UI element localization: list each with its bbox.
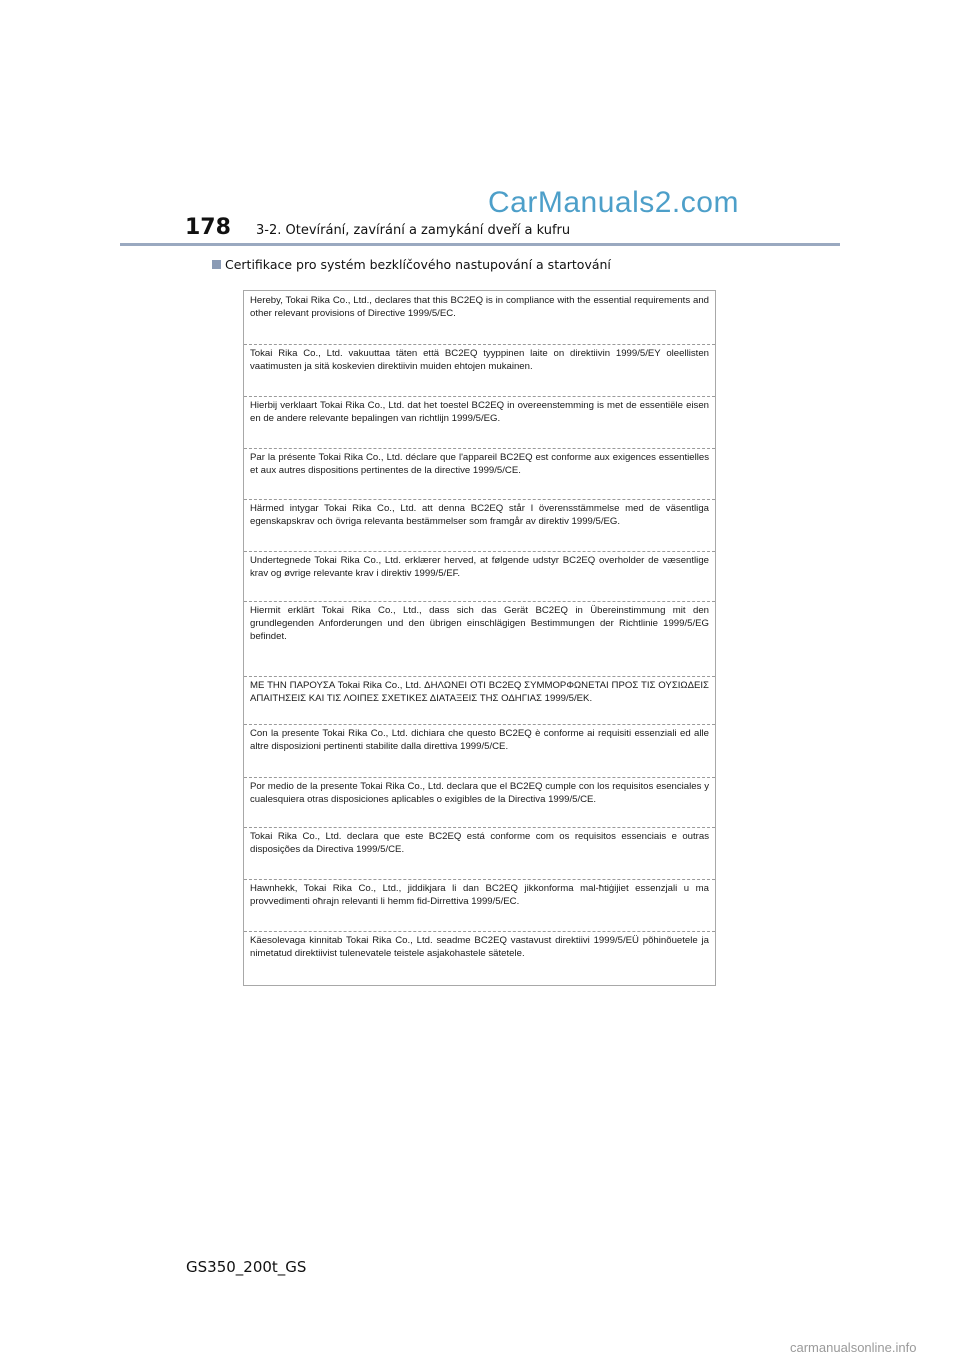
- watermark-top: CarManuals2.com: [488, 186, 739, 219]
- cert-text-it: Con la presente Tokai Rika Co., Ltd. dichiara che questo BC2EQ è conforme ai requisiti essenziali ed alle altre disposizioni pertinenti stabilite dalla direttiva 1999/5/CE.: [250, 728, 709, 752]
- table-row: [244, 827, 715, 880]
- cert-text-fr: Par la présente Tokai Rika Co., Ltd. déclare que l'appareil BC2EQ est conforme aux exigences essentielles et aux autres dispositions pertinentes de la directive 1999/5/CE.: [250, 452, 709, 476]
- cert-text-sv: Härmed intygar Tokai Rika Co., Ltd. att denna BC2EQ står I överensstämmelse med de väsentliga egenskapskrav och övriga relevanta bestämmelser som framgår av direktiv 1999/5/EG.: [250, 503, 709, 527]
- table-row: [244, 344, 715, 397]
- cert-text-fi: Tokai Rika Co., Ltd. vakuuttaa täten että BC2EQ tyyppinen laite on direktiivin 1999/5/EY oleellisten vaatimusten ja sitä koskevien direktiivin muiden ehtojen mukainen.: [250, 348, 709, 372]
- section-heading-text: Certifikace pro systém bezklíčového nastupování a startování: [225, 257, 611, 272]
- cert-text-mt: Hawnhekk, Tokai Rika Co., Ltd., jiddikjara li dan BC2EQ jikkonforma mal-ħtiġijiet essenzjali u ma provvedimenti oħrajn relevanti li hemm fid-Dirrettiva 1999/5/EC.: [250, 883, 709, 907]
- table-row: [244, 499, 715, 552]
- cert-text-es: Por medio de la presente Tokai Rika Co., Ltd. declara que el BC2EQ cumple con los requisitos esenciales y cualesquiera otras disposiciones aplicables o exigibles de la Directiva 1999/5/CE.: [250, 781, 709, 805]
- table-row: [244, 551, 715, 602]
- cert-text-pt: Tokai Rika Co., Ltd. declara que este BC2EQ está conforme com os requisitos essenciais e outras disposições da Directiva 1999/5/CE.: [250, 831, 709, 855]
- certification-table: [243, 290, 716, 986]
- cert-text-da: Undertegnede Tokai Rika Co., Ltd. erklærer herved, at følgende udstyr BC2EQ overholder de væsentlige krav og øvrige relevante krav i direktiv 1999/5/EF.: [250, 555, 709, 579]
- table-row: [244, 601, 715, 677]
- table-row: [244, 777, 715, 828]
- cert-text-el: ΜΕ ΤΗΝ ΠΑΡΟΥΣΑ Tokai Rika Co., Ltd. ΔΗΛΩΝΕΙ ΟΤΙ BC2EQ ΣΥΜΜΟΡΦΩΝΕΤΑΙ ΠΡΟΣ ΤΙΣ ΟΥΣΙΩΔΕΙΣ ΑΠΑΙΤΗΣΕΙΣ ΚΑΙ ΤΙΣ ΛΟΙΠΕΣ ΣΧΕΤΙΚΕΣ ΔΙΑΤΑΞΕΙΣ ΤΗΣ ΟΔΗΓΙΑΣ 1999/5/ΕΚ.: [250, 680, 709, 704]
- header-rule: [120, 243, 840, 246]
- footer-model: GS350_200t_GS: [186, 1258, 307, 1276]
- chapter-title: 3-2. Otevírání, zavírání a zamykání dveří a kufru: [256, 223, 571, 238]
- square-bullet-icon: [212, 260, 221, 269]
- table-row: [244, 676, 715, 725]
- table-row: [244, 448, 715, 500]
- table-row: [244, 724, 715, 778]
- table-row: [244, 291, 715, 345]
- watermark-bottom: carmanualsonline.info: [790, 1340, 917, 1355]
- section-heading: [212, 257, 611, 272]
- cert-text-nl: Hierbij verklaart Tokai Rika Co., Ltd. dat het toestel BC2EQ in overeenstemming is met de essentiële eisen en de andere relevante bepalingen van richtlijn 1999/5/EG.: [250, 400, 709, 424]
- cert-text-et: Käesolevaga kinnitab Tokai Rika Co., Ltd. seadme BC2EQ vastavust direktiivi 1999/5/EÜ põhinõuetele ja nimetatud direktiivist tulenevatele teistele asjakohastele sätetele.: [250, 935, 709, 959]
- table-row: [244, 931, 715, 985]
- page-number: 178: [185, 215, 231, 240]
- cert-text-de: Hiermit erklärt Tokai Rika Co., Ltd., dass sich das Gerät BC2EQ in Übereinstimmung mit den grundlegenden Anforderungen und den übrigen einschlägigen Bestimmungen der Richtlinie 1999/5/EG befindet.: [250, 605, 709, 642]
- table-row: [244, 396, 715, 449]
- cert-text-en: Hereby, Tokai Rika Co., Ltd., declares that this BC2EQ is in compliance with the essential requirements and other relevant provisions of Directive 1999/5/EC.: [250, 295, 709, 319]
- table-row: [244, 879, 715, 932]
